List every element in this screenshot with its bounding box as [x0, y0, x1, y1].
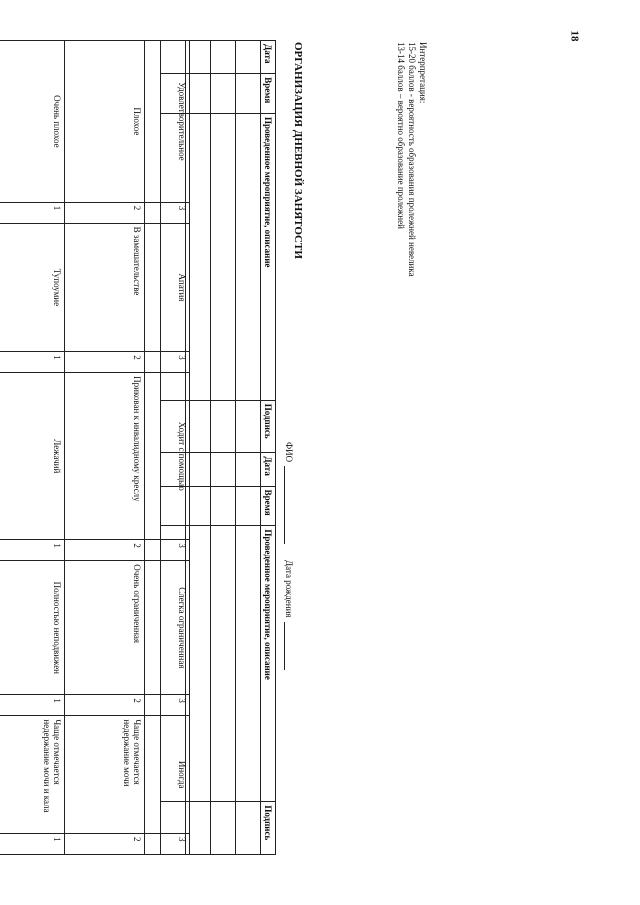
header-date-2: Дата — [260, 453, 275, 486]
header-time: Время — [260, 74, 275, 114]
header-activity-2: Проведенное мероприятие, описание — [260, 526, 275, 802]
scale-row-3 — [145, 41, 190, 855]
scale-cell-score: 3 — [145, 352, 190, 373]
scale-cell-label: Тупоумие — [0, 223, 65, 352]
birthdate-label: Дата рождения — [284, 560, 294, 618]
scale-cell-score: 3 — [145, 540, 190, 561]
header-date: Дата — [260, 41, 275, 74]
scale-cell-label: Удовлетворительное — [145, 41, 190, 203]
header-signature: Подпись — [260, 400, 275, 453]
scale-cell-label: Ходит с помощью — [145, 373, 190, 540]
header-time-2: Время — [260, 486, 275, 526]
birthdate-underline — [284, 622, 294, 670]
scale-cell-label: Слегка ограниченная — [145, 561, 190, 695]
fio-underline — [284, 466, 294, 544]
scale-cell-score: 1 — [0, 834, 65, 855]
scale-cell-label: Плохое — [65, 41, 145, 203]
scale-cell-label: Очень ограниченная — [65, 561, 145, 695]
scale-cell-score: 1 — [0, 540, 65, 561]
daily-table-row — [210, 41, 235, 855]
daily-table-header-row — [260, 41, 275, 855]
rotated-document — [30, 40, 430, 855]
scale-cell-score: 3 — [145, 834, 190, 855]
scale-row-2 — [65, 41, 145, 855]
fio-field — [284, 442, 294, 544]
scale-cell-score: 3 — [145, 695, 190, 716]
scale-cell-label: Апатия — [145, 223, 190, 352]
scale-cell-label: Чаще отмечается недержание мочи — [65, 716, 145, 834]
scale-cell-score: 1 — [0, 352, 65, 373]
scale-cell-label: Иногда — [145, 716, 190, 834]
scale-cell-score: 2 — [65, 352, 145, 373]
scale-cell-label: Очень плохое — [0, 41, 65, 203]
daily-activity-title: ОРГАНИЗАЦИЯ ДНЕВНОЙ ЗАНЯТОСТИ — [292, 42, 304, 259]
scale-cell-label: В замешательстве — [65, 223, 145, 352]
interpretation-line-1: 15-20 баллов - вероятность образования пролежней невелика — [407, 42, 418, 277]
scale-cell-score: 3 — [145, 202, 190, 223]
scale-cell-label: Прикован к инвалидному креслу — [65, 373, 145, 540]
scale-cell-score: 1 — [0, 202, 65, 223]
birthdate-field — [284, 560, 294, 670]
scale-cell-score: 2 — [65, 540, 145, 561]
interpretation-line-2: 13-14 баллов – вероятно образование пролежней — [396, 42, 407, 229]
header-signature-2: Подпись — [260, 802, 275, 855]
header-activity: Проведенное мероприятие, описание — [260, 114, 275, 401]
scale-cell-score: 1 — [0, 695, 65, 716]
interpretation-heading: Интерпретация: — [418, 42, 428, 104]
scale-cell-label: Чаще отмечается недержание мочи и кала — [0, 716, 65, 834]
scale-row-1 — [0, 41, 65, 855]
scale-cell-score: 2 — [65, 202, 145, 223]
fio-label: ФИО — [284, 442, 294, 463]
scale-table — [0, 40, 190, 855]
scale-cell-score: 2 — [65, 834, 145, 855]
page-number: 18 — [568, 30, 581, 42]
scale-cell-score: 2 — [65, 695, 145, 716]
scale-cell-label: Полностью неподвижен — [0, 561, 65, 695]
daily-table-row — [235, 41, 260, 855]
interpretation-block — [396, 42, 428, 277]
scale-cell-label: Лежачий — [0, 373, 65, 540]
